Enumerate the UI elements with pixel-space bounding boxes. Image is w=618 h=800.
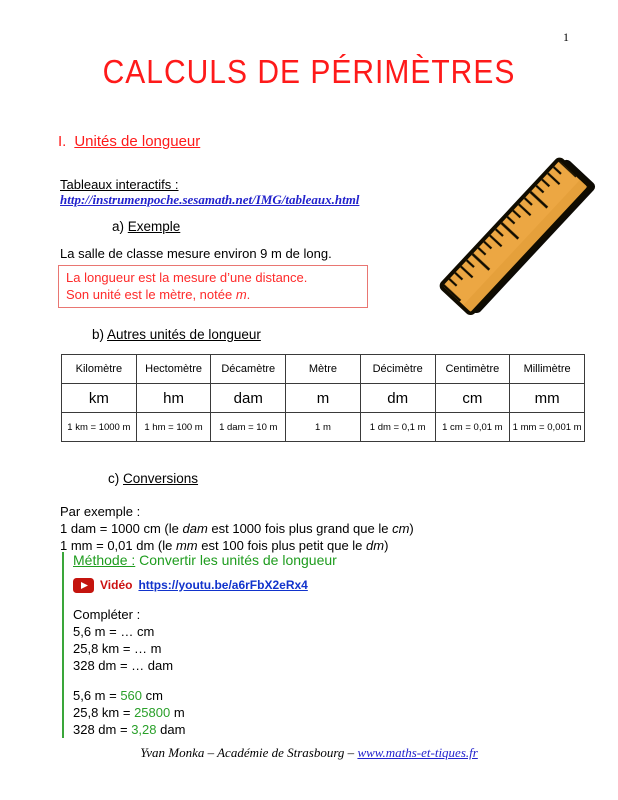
unit-name-cell: Mètre (286, 355, 361, 384)
subsection-c-label: Conversions (123, 471, 199, 486)
footer (0, 745, 618, 761)
unit-abbr-cell: hm (136, 384, 211, 413)
units-table (61, 354, 585, 442)
question-line: 25,8 km = … m (73, 641, 162, 656)
document-title: CALCULS DE PÉRIMÈTRES (102, 54, 516, 91)
unit-conv-cell: 1 cm = 0,01 m (435, 413, 510, 442)
method-heading (73, 552, 492, 569)
subsection-a-label: Exemple (127, 219, 181, 234)
section-label: Unités de longueur (74, 133, 201, 150)
unit-abbr-cell: mm (510, 384, 585, 413)
answers-list (73, 687, 492, 738)
questions-list (73, 623, 492, 674)
ruler-icon (426, 156, 608, 334)
video-row (73, 577, 492, 593)
units-table-conversion-row (62, 413, 585, 442)
unit-conv-cell: 1 dam = 10 m (211, 413, 286, 442)
question-line: 328 dm = … dam (73, 658, 174, 673)
subsection-b-prefix: b) (92, 327, 108, 342)
answer-line: 5,6 m = 560 cm (73, 688, 163, 703)
unit-name-cell: Hectomètre (136, 355, 211, 384)
video-link[interactable]: https://youtu.be/a6rFbX2eRx4 (138, 578, 308, 592)
unit-name-cell: Décamètre (211, 355, 286, 384)
unit-abbr-cell: cm (435, 384, 510, 413)
unit-conv-cell: 1 mm = 0,001 m (510, 413, 585, 442)
unit-conv-cell: 1 m (286, 413, 361, 442)
subsection-a-prefix: a) (112, 219, 128, 234)
unit-conv-cell: 1 hm = 100 m (136, 413, 211, 442)
footer-site-link[interactable]: www.maths-et-tiques.fr (357, 745, 478, 760)
complete-label: Compléter : (73, 607, 141, 622)
unit-abbr-cell: km (62, 384, 137, 413)
subsection-a-exemple (112, 219, 180, 234)
subsection-c-conversions (108, 471, 198, 486)
answer-value: 3,28 (131, 722, 157, 737)
answer-line: 328 dm = 3,28 dam (73, 722, 186, 737)
answer-value: 560 (120, 688, 143, 703)
answer-line: 25,8 km = 25800 m (73, 705, 185, 720)
unit-name-cell: Décimètre (360, 355, 435, 384)
unit-name-cell: Centimètre (435, 355, 510, 384)
example-sentence: La salle de classe mesure environ 9 m de long. (60, 246, 332, 261)
definition-line-1: La longueur est la mesure d’une distance. (66, 270, 308, 285)
method-block (62, 552, 492, 738)
video-label: Vidéo (100, 578, 133, 592)
units-table-header-row (62, 355, 585, 384)
youtube-play-icon[interactable] (73, 578, 94, 593)
unit-abbr-cell: dm (360, 384, 435, 413)
unit-name-cell: Millimètre (510, 355, 585, 384)
question-line: 5,6 m = … cm (73, 624, 155, 639)
unit-conv-cell: 1 dm = 0,1 m (360, 413, 435, 442)
unit-abbr-cell: m (286, 384, 361, 413)
units-table-abbr-row (62, 384, 585, 413)
method-title-text: Convertir les unités de longueur (135, 552, 337, 568)
method-label: Méthode : (73, 552, 136, 568)
unit-name-cell: Kilomètre (62, 355, 137, 384)
interactive-tables-link[interactable]: http://instrumenpoche.sesamath.net/IMG/tableaux.html (60, 192, 360, 207)
subsection-c-prefix: c) (108, 471, 123, 486)
subsection-b-autres-unites (92, 327, 261, 342)
subsection-b-label: Autres unités de longueur (107, 327, 261, 342)
conversion-example-2: 1 mm = 0,01 dm (le mm est 100 fois plus petit que le dm) (60, 538, 389, 553)
interactive-tables-label: Tableaux interactifs : (60, 177, 179, 192)
answer-value: 25800 (134, 705, 171, 720)
section-heading-unites (58, 133, 200, 150)
unit-abbr-cell: dam (211, 384, 286, 413)
conversion-examples-intro: Par exemple : (60, 504, 141, 519)
definition-box (58, 265, 368, 308)
footer-author: Yvan Monka – Académie de Strasbourg – (140, 745, 358, 760)
conversion-example-1: 1 dam = 1000 cm (le dam est 1000 fois plus grand que le cm) (60, 521, 414, 536)
unit-conv-cell: 1 km = 1000 m (62, 413, 137, 442)
page-number: 1 (563, 30, 569, 44)
definition-line-2: Son unité est le mètre, notée m. (66, 287, 251, 302)
section-numeral: I. (58, 133, 67, 150)
